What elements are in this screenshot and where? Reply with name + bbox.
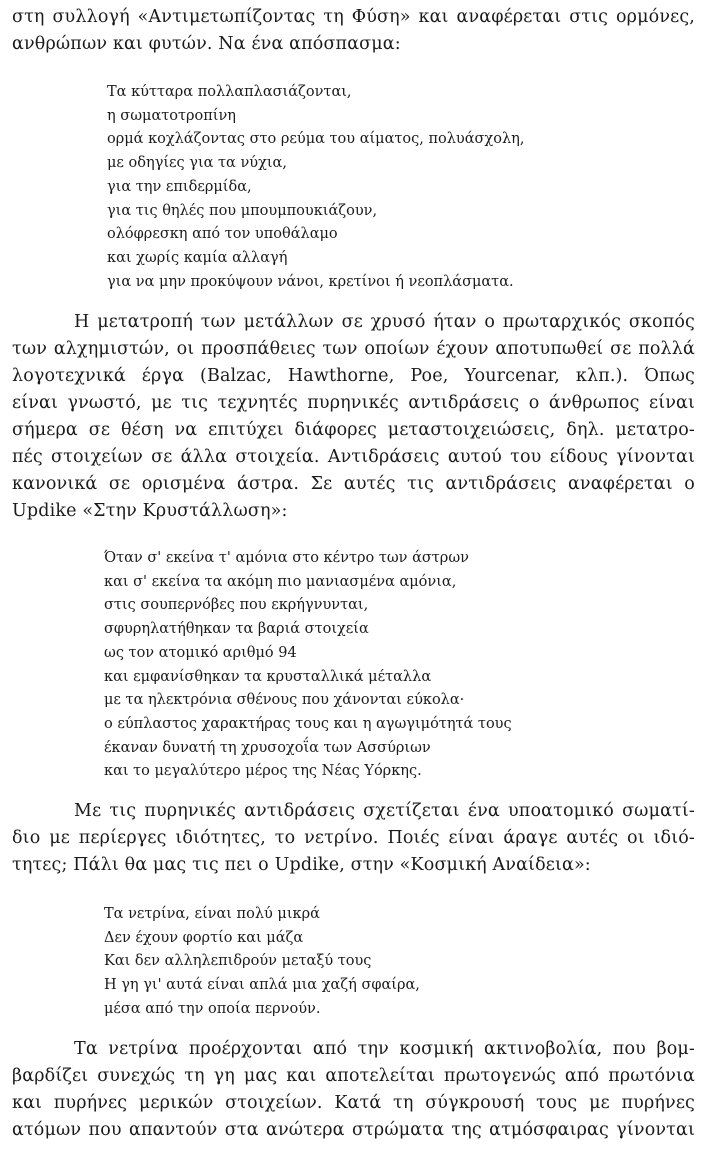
paragraph-line: Η μετατροπή των μετάλλων σε χρυσό ήταν ο πρωταρχικός σκοπός [74, 312, 695, 332]
paragraph-line: τητες; Πάλι θα μας τις πει ο Updike, στην «Κοσμική Αναίδεια»: [12, 855, 591, 875]
paragraph-1 [12, 4, 695, 58]
verse-line: μέσα από την οποία περνούν. [104, 1000, 321, 1017]
paragraph-line: ανθρώπων και φυτών. Να ένα απόσπασμα: [12, 34, 401, 54]
paragraph-3 [12, 798, 695, 879]
paragraph-line: είναι γνωστό, με τις τεχνητές πυρηνικές αντιδράσεις ο άνθρωπος είναι [12, 393, 695, 413]
verse-line: ορμά κοχλάζοντας στο ρεύμα του αίματος, πολυάσχολη, [107, 131, 525, 148]
verse-line: ολόφρεσκη από τον υποθάλαμο [107, 226, 338, 243]
verse-line: Τα κύτταρα πολλαπλασιάζονται, [107, 84, 352, 100]
verse-line: ως τον ατομικό αριθμό 94 [104, 644, 297, 661]
paragraph-line: βαρδίζει συνεχώς τη γη μας και αποτελείται πρωτογενώς από πρωτόνια [12, 1066, 695, 1086]
verse-line: η σωματοτροπίνη [107, 107, 236, 124]
paragraph-4 [12, 1036, 695, 1144]
verse-line: και χωρίς καμία αλλαγή [107, 249, 288, 266]
paragraph-line: Updike «Στην Κρυστάλλωση»: [12, 501, 288, 521]
paragraph-line: πές στοιχείων σε άλλα στοιχεία. Αντιδράσεις αυτού του είδους γίνονται [12, 447, 695, 467]
verse-line: για την επιδερμίδα, [107, 178, 252, 195]
paragraph-2 [12, 309, 695, 525]
verse-line: Τα νετρίνα, είναι πολύ μικρά [104, 906, 320, 922]
verse-line: έκαναν δυνατή τη χρυσοχοΐα των Ασσύριων [104, 739, 431, 756]
verse-line: για να μην προκύψουν νάνοι, κρετίνοι ή νεοπλάσματα. [107, 273, 514, 290]
verse-line: Όταν σ' εκείνα τ' αμόνια στο κέντρο των άστρων [104, 550, 469, 566]
verse-line: με τα ηλεκτρόνια σθένους που χάνονται εύκολα· [104, 692, 465, 709]
verse-line: στις σουπερνόβες που εκρήγνυνται, [104, 597, 369, 614]
paragraph-line: σήμερα σε θέση να επιτύχει διάφορες μεταστοιχειώσεις, δηλ. μετατρο- [12, 420, 695, 440]
verse-quote-3 [104, 903, 420, 1022]
paragraph-line: και πυρήνες μερικών στοιχείων. Κατά τη σύγκρουσή τους με πυρήνες [12, 1093, 695, 1113]
paragraph-line: των αλχημιστών, οι προσπάθειες των οποίων έχουν αποτυπωθεί σε πολλά [12, 339, 695, 359]
verse-line: και σ' εκείνα τα ακόμη πιο μανιασμένα αμόνια, [104, 573, 457, 590]
paragraph-line: Τα νετρίνα προέρχονται από την κοσμική ακτινοβολία, που βομ- [74, 1039, 695, 1059]
verse-line: Δεν έχουν φορτίο και μάζα [104, 929, 304, 946]
verse-line: Και δεν αλληλεπιδρούν μεταξύ τους [104, 953, 372, 970]
paragraph-line: λογοτεχνικά έργα (Balzac, Hawthorne, Poe, Yourcenar, κλπ.). Όπως [12, 366, 695, 386]
verse-line: και εμφανίσθηκαν τα κρυσταλλικά μέταλλα [104, 668, 432, 685]
paragraph-line: Με τις πυρηνικές αντιδράσεις σχετίζεται ένα υποατομικό σωματί- [74, 801, 695, 821]
verse-line: με οδηγίες για τα νύχια, [107, 155, 287, 172]
paragraph-line: ατόμων που απαντούν στα ανώτερα στρώματα της ατμόσφαιρας γίνονται [12, 1120, 695, 1140]
verse-quote-2 [104, 547, 512, 784]
verse-line: και το μεγαλύτερο μέρος της Νέας Υόρκης. [104, 763, 422, 780]
paragraph-line: κανονικά σε ορισμένα άστρα. Σε αυτές τις αντιδράσεις αναφέρεται ο [12, 474, 695, 494]
paragraph-line: στη συλλογή «Αντιμετωπίζοντας τη Φύση» και αναφέρεται στις ορμόνες, [12, 7, 695, 27]
verse-line: για τις θηλές που μπουμπουκιάζουν, [107, 202, 378, 219]
verse-line: ο εύπλαστος χαρακτήρας τους και η αγωγιμότητά τους [104, 715, 512, 732]
paragraph-line: διο με περίεργες ιδιότητες, το νετρίνο. Ποιές είναι άραγε αυτές οι ιδιό- [12, 828, 695, 848]
verse-line: σφυρηλατήθηκαν τα βαριά στοιχεία [104, 621, 369, 638]
verse-quote-1 [107, 81, 524, 294]
verse-line: Η γη γι' αυτά είναι απλά μια χαζή σφαίρα, [104, 977, 420, 994]
